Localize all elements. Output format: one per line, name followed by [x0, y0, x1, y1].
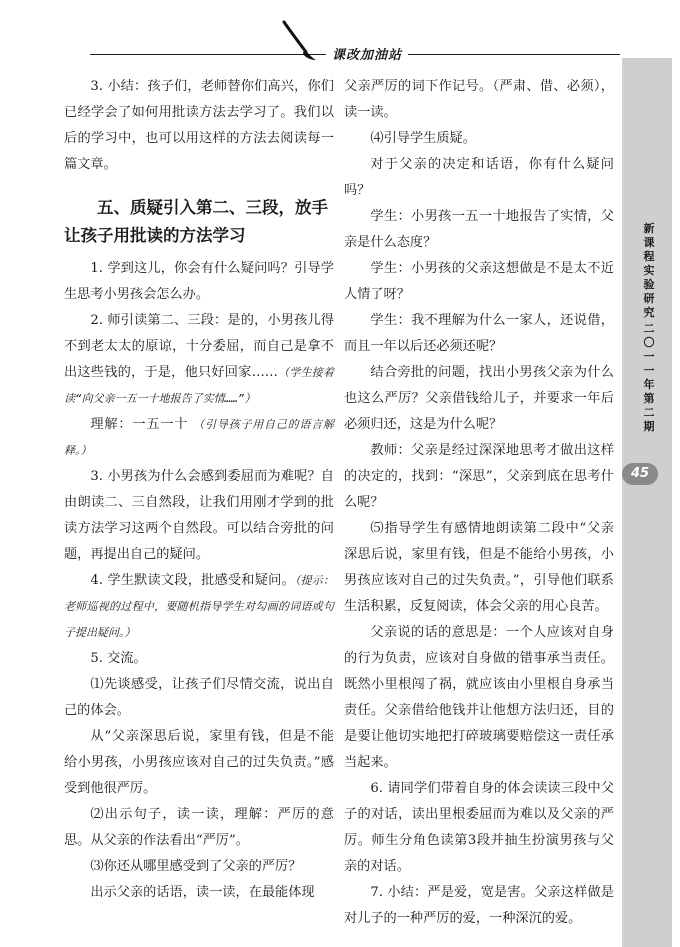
- paragraph: 7. 小结：严是爱，宽是害。父亲这样做是对儿子的一种严厉的爱，一种深沉的爱。: [344, 885, 614, 926]
- paragraph: [64, 568, 334, 646]
- paragraph: 对于父亲的决定和话语，你有什么疑问吗？: [344, 157, 614, 198]
- paragraph: 出示父亲的话语，读一读，在最能体现: [90, 885, 315, 900]
- paragraph: ⑸指导学生有感情地朗读第二段中“父亲深思后说，家里有钱，但是不能给小男孩，小男孩应该对自己的过失负责。”，引导他们联系生活积累，反复阅读，体会父亲的用心良苦。: [344, 521, 614, 614]
- paragraph: ⑵出示句子，读一读，理解：严厉的意思。从父亲的作法看出“严厉”。: [64, 807, 334, 848]
- paragraph-note: （学生接着读“向父亲一五一十地报告了实情……”）: [64, 366, 335, 405]
- paragraph: 1. 学到这儿，你会有什么疑问吗？引导学生思考小男孩会怎么办。: [64, 261, 334, 302]
- brush-icon: [278, 18, 318, 62]
- paragraph: 教师：父亲是经过深深地思考才做出这样的决定的，找到：“深思”，父亲到底在思考什么呢？: [344, 443, 614, 510]
- paragraph: 3. 小结：孩子们，老师替你们高兴，你们已经学会了如何用批读方法去学习了。我们以后的学习中，也可以用这样的方法去阅读每一篇文章。: [64, 79, 334, 172]
- paragraph: 6. 请同学们带着自身的体会读读三段中父子的对话，读出里根委屈而为难以及父亲的严厉。师生分角色读第3段并抽生扮演男孩与父亲的对话。: [344, 781, 614, 874]
- page-number: 45: [622, 463, 658, 485]
- sidebar-band: [622, 58, 672, 947]
- paragraph-text: 理解：一五一十: [90, 417, 189, 432]
- paragraph: ⑷引导学生质疑。: [370, 131, 476, 146]
- paragraph-text: 2. 师引读第二、三段：是的，小男孩儿得不到老太太的原谅，十分委屈，而自己是拿不出这些钱的，于是，他只好回家……: [64, 313, 334, 380]
- header-title: 课改加油站: [326, 44, 408, 63]
- paragraph-note: （提示：老师巡视的过程中，要随机指导学生对勾画的词语或句子提出疑问。）: [64, 574, 334, 639]
- left-column: [64, 74, 334, 906]
- paragraph-note: （引导孩子用自己的语言解释。）: [64, 418, 335, 457]
- paragraph: ⑶你还从哪里感受到了父亲的严厉？: [90, 859, 302, 874]
- right-column: [344, 74, 614, 932]
- paragraph: 学生：我不理解为什么一家人，还说借，而且一年以后还必须还呢？: [344, 313, 614, 354]
- publication-name: 新课程实验研究: [643, 222, 655, 319]
- paragraph: 3. 小男孩为什么会感到委屈而为难呢？自由朗读二、三自然段，让我们用刚才学到的批读方法学习这两个自然段。可以结合旁批的问题，再提出自己的疑问。: [64, 469, 334, 562]
- paragraph: ⑴先谈感受，让孩子们尽情交流，说出自己的体会。: [64, 677, 334, 718]
- paragraph: 学生：小男孩的父亲这想做是不是太不近人情了呀？: [344, 261, 614, 302]
- paragraph: 5. 交流。: [90, 651, 147, 666]
- paragraph: 学生：小男孩一五一十地报告了实情，父亲是什么态度？: [344, 209, 614, 250]
- paragraph: [64, 308, 334, 412]
- issue-label: 二〇一一年第二期: [643, 322, 655, 433]
- paragraph: 结合旁批的问题，找出小男孩父亲为什么也这么严厉？父亲借钱给儿子，并要求一年后必须归还，这是为什么呢？: [344, 365, 614, 432]
- page-header: [0, 0, 680, 70]
- paragraph: 父亲严厉的词下作记号。（严肃、借、必须），读一读。: [344, 79, 614, 120]
- paragraph: 从“父亲深思后说，家里有钱，但是不能给小男孩，小男孩应该对自己的过失负责。”感受到他很严厉。: [64, 729, 334, 796]
- section-heading: 五、质疑引入第二、三段，放手让孩子用批读的方法学习: [64, 198, 328, 245]
- paragraph-text: 4. 学生默读文段，批感受和疑问。: [90, 573, 295, 588]
- paragraph: 父亲说的话的意思是：一个人应该对自身的行为负责，应该对自身做的错事承当责任。既然小里根闯了祸，就应该由小里根自身承当责任。父亲借给他钱并让他想方法归还，目的是要让他切实地把打碎玻璃要赔偿这一责任承当起来。: [344, 625, 614, 770]
- paragraph: [64, 412, 334, 464]
